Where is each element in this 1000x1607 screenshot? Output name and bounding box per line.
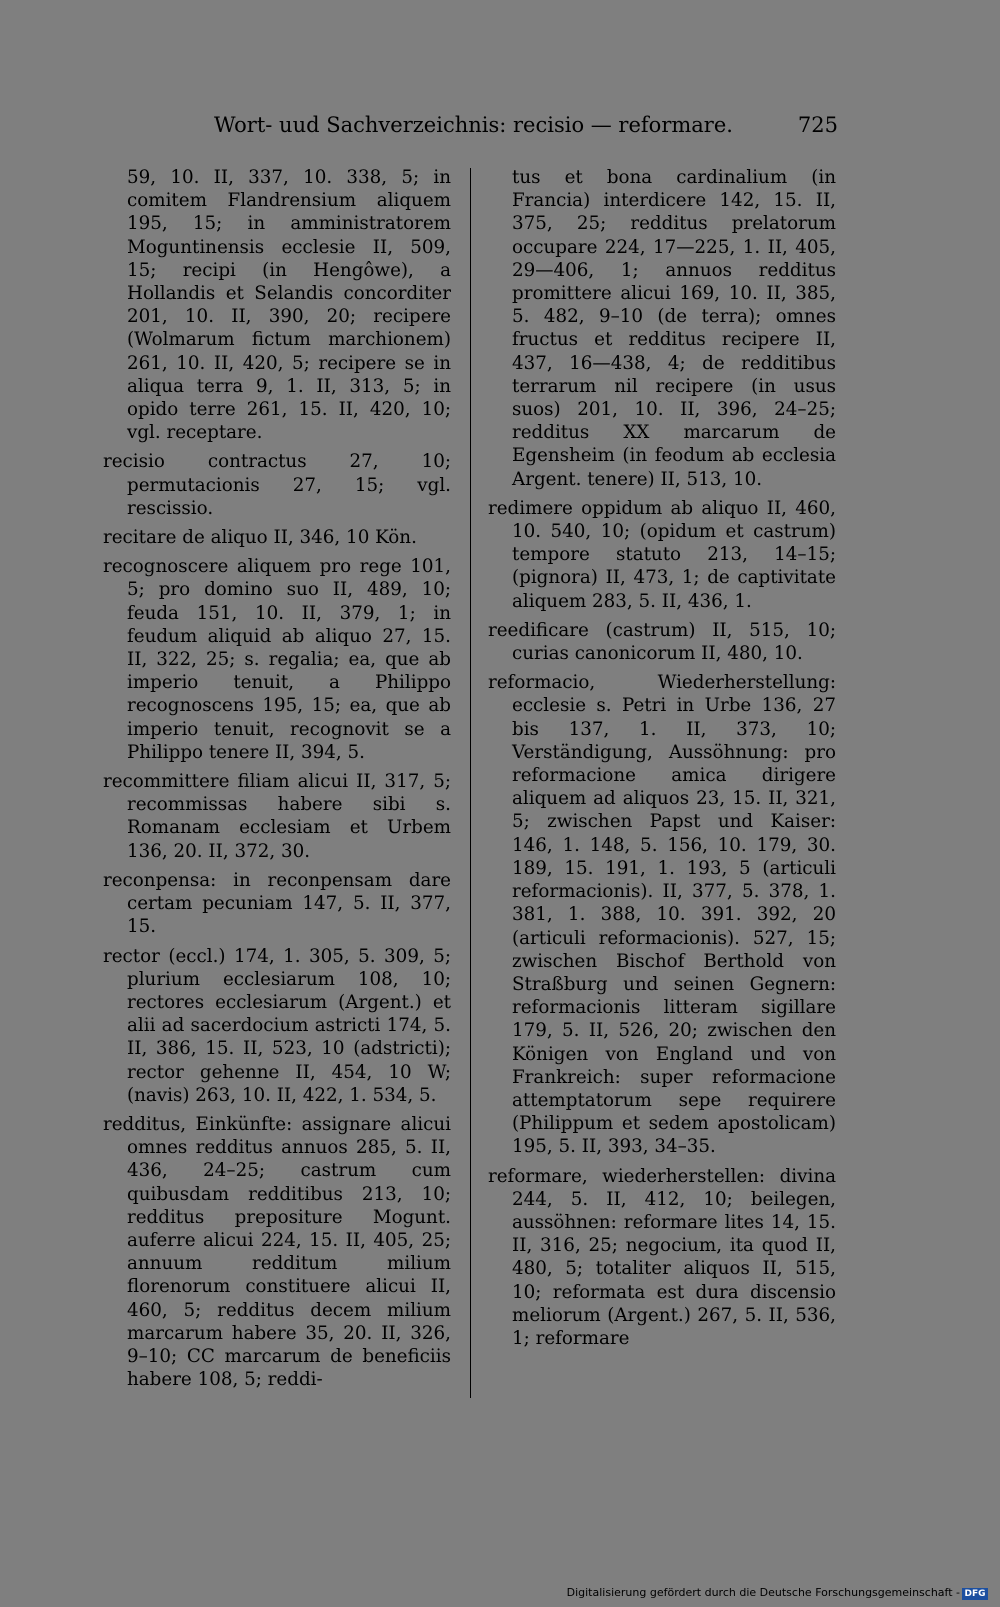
index-entry: reconpensa: in reconpensam dare certam pecuniam 147, 5. II, 377, 15.: [103, 869, 451, 938]
index-entry: reformacio, Wiederherstellung: ecclesie s. Petri in Urbe 136, 27 bis 137, 1. II, 373, 10; Verständigung, Aussöhnung: pro reformacione amica dirigere aliquem ad aliquos 23, 15. II, 321, 5; zwischen Papst und Kaiser: 146, 1. 148, 5. 156, 10. 179, 30. 189, 15. 191, 1. 193, 5 (articuli reformacionis). II, 377, 5. 378, 1. 381, 1. 388, 10. 391. 392, 20 (articuli reformacionis). 527, 15; zwischen Bischof Berthold von Straßburg und seinen Gegnern: reformacionis litteram sigillare 179, 5. II, 526, 20; zwischen den Königen von England und von Frankreich: super reformacione attemptatorum sepe requirere (Philippum et sedem apostolicam) 195, 5. II, 393, 34–35.: [488, 672, 836, 1158]
index-entry: redditus, Einkünfte: assignare alicui omnes redditus annuos 285, 5. II, 436, 24–25; castrum cum quibusdam redditibus 213, 10; redditus prepositure Mogunt. auferre alicui 224, 15. II, 405, 25; annuum redditum milium florenorum constituere alicui II, 460, 5; redditus decem milium marcarum habere 35, 20. II, 326, 9–10; CC marcarum de beneficiis habere 108, 5; reddi-: [103, 1113, 451, 1391]
header-title: Wort- uud Sachverzeichnis: recisio — reformare.: [214, 113, 733, 137]
page-number: 725: [797, 113, 838, 137]
index-entry: tus et bona cardinalium (in Francia) interdicere 142, 15. II, 375, 25; redditus prelatorum occupare 224, 17—225, 1. II, 405, 29—406, 1; annuos redditus promittere alicui 169, 10. II, 385, 5. 482, 9–10 (de terra); omnes fructus et redditus recipere II, 437, 16—438, 4; de redditibus terrarum nil recipere (in usus suos) 201, 10. II, 396, 24–25; redditus XX marcarum de Egensheim (in feodum ab ecclesia Argent. tenere) II, 513, 10.: [512, 167, 836, 490]
running-header: [214, 108, 838, 142]
index-entry: rector (eccl.) 174, 1. 305, 5. 309, 5; plurium ecclesiarum 108, 10; rectores ecclesiarum (Argent.) et alii ad sacerdocium astricti 174, 5. II, 386, 15. II, 523, 10 (adstricti); rector gehenne II, 454, 10 W; (navis) 263, 10. II, 422, 1. 534, 5.: [103, 945, 451, 1106]
column-divider: [470, 168, 471, 1398]
index-entry: recommittere filiam alicui II, 317, 5; recommissas habere sibi s. Romanam ecclesiam et Urbem 136, 20. II, 372, 30.: [103, 771, 451, 862]
index-entry: reedificare (castrum) II, 515, 10; curias canonicorum II, 480, 10.: [488, 619, 836, 665]
right-column: [488, 166, 836, 1356]
dfg-logo: DFG: [962, 1588, 988, 1600]
digitization-credit: Digitalisierung gefördert durch die Deutsche Forschungsgemeinschaft -: [566, 1586, 960, 1599]
index-entry: recisio contractus 27, 10; permutacionis 27, 15; vgl. rescissio.: [103, 451, 451, 519]
index-entry: reformare, wiederherstellen: divina 244, 5. II, 412, 10; beilegen, aussöhnen: reformare lites 14, 15. II, 316, 25; negocium, ita quod II, 480, 5; totaliter aliquos II, 515, 10; reformata est dura discensio meliorum (Argent.) 267, 5. II, 536, 1; reformare: [488, 1165, 836, 1349]
index-entry: recitare de aliquo II, 346, 10 Kön.: [103, 527, 417, 549]
index-entry: redimere oppidum ab aliquo II, 460, 10. 540, 10; (opidum et castrum) tempore statuto 213, 14–15; (pignora) II, 473, 1; de captivitate aliquem 283, 5. II, 436, 1.: [488, 497, 836, 612]
left-column: [103, 166, 451, 1397]
index-entry: recognoscere aliquem pro rege 101, 5; pro domino suo II, 489, 10; feuda 151, 10. II, 379, 1; in feudum aliquid ab aliquo 27, 15. II, 322, 25; s. regalia; ea, que ab imperio tenuit, a Philippo recognoscens 195, 15; ea, que ab imperio tenuit, recognovit se a Philippo tenere II, 394, 5.: [103, 556, 451, 763]
index-entry: 59, 10. II, 337, 10. 338, 5; in comitem Flandrensium aliquem 195, 15; in amministratorem Moguntinensis ecclesie II, 509, 15; recipi (in Hengôwe), a Hollandis et Selandis concorditer 201, 10. II, 390, 20; recipere (Wolmarum fictum marchionem) 261, 10. II, 420, 5; recipere se in aliqua terra 9, 1. II, 313, 5; in opido terre 261, 15. II, 420, 10; vgl. receptare.: [127, 167, 451, 444]
